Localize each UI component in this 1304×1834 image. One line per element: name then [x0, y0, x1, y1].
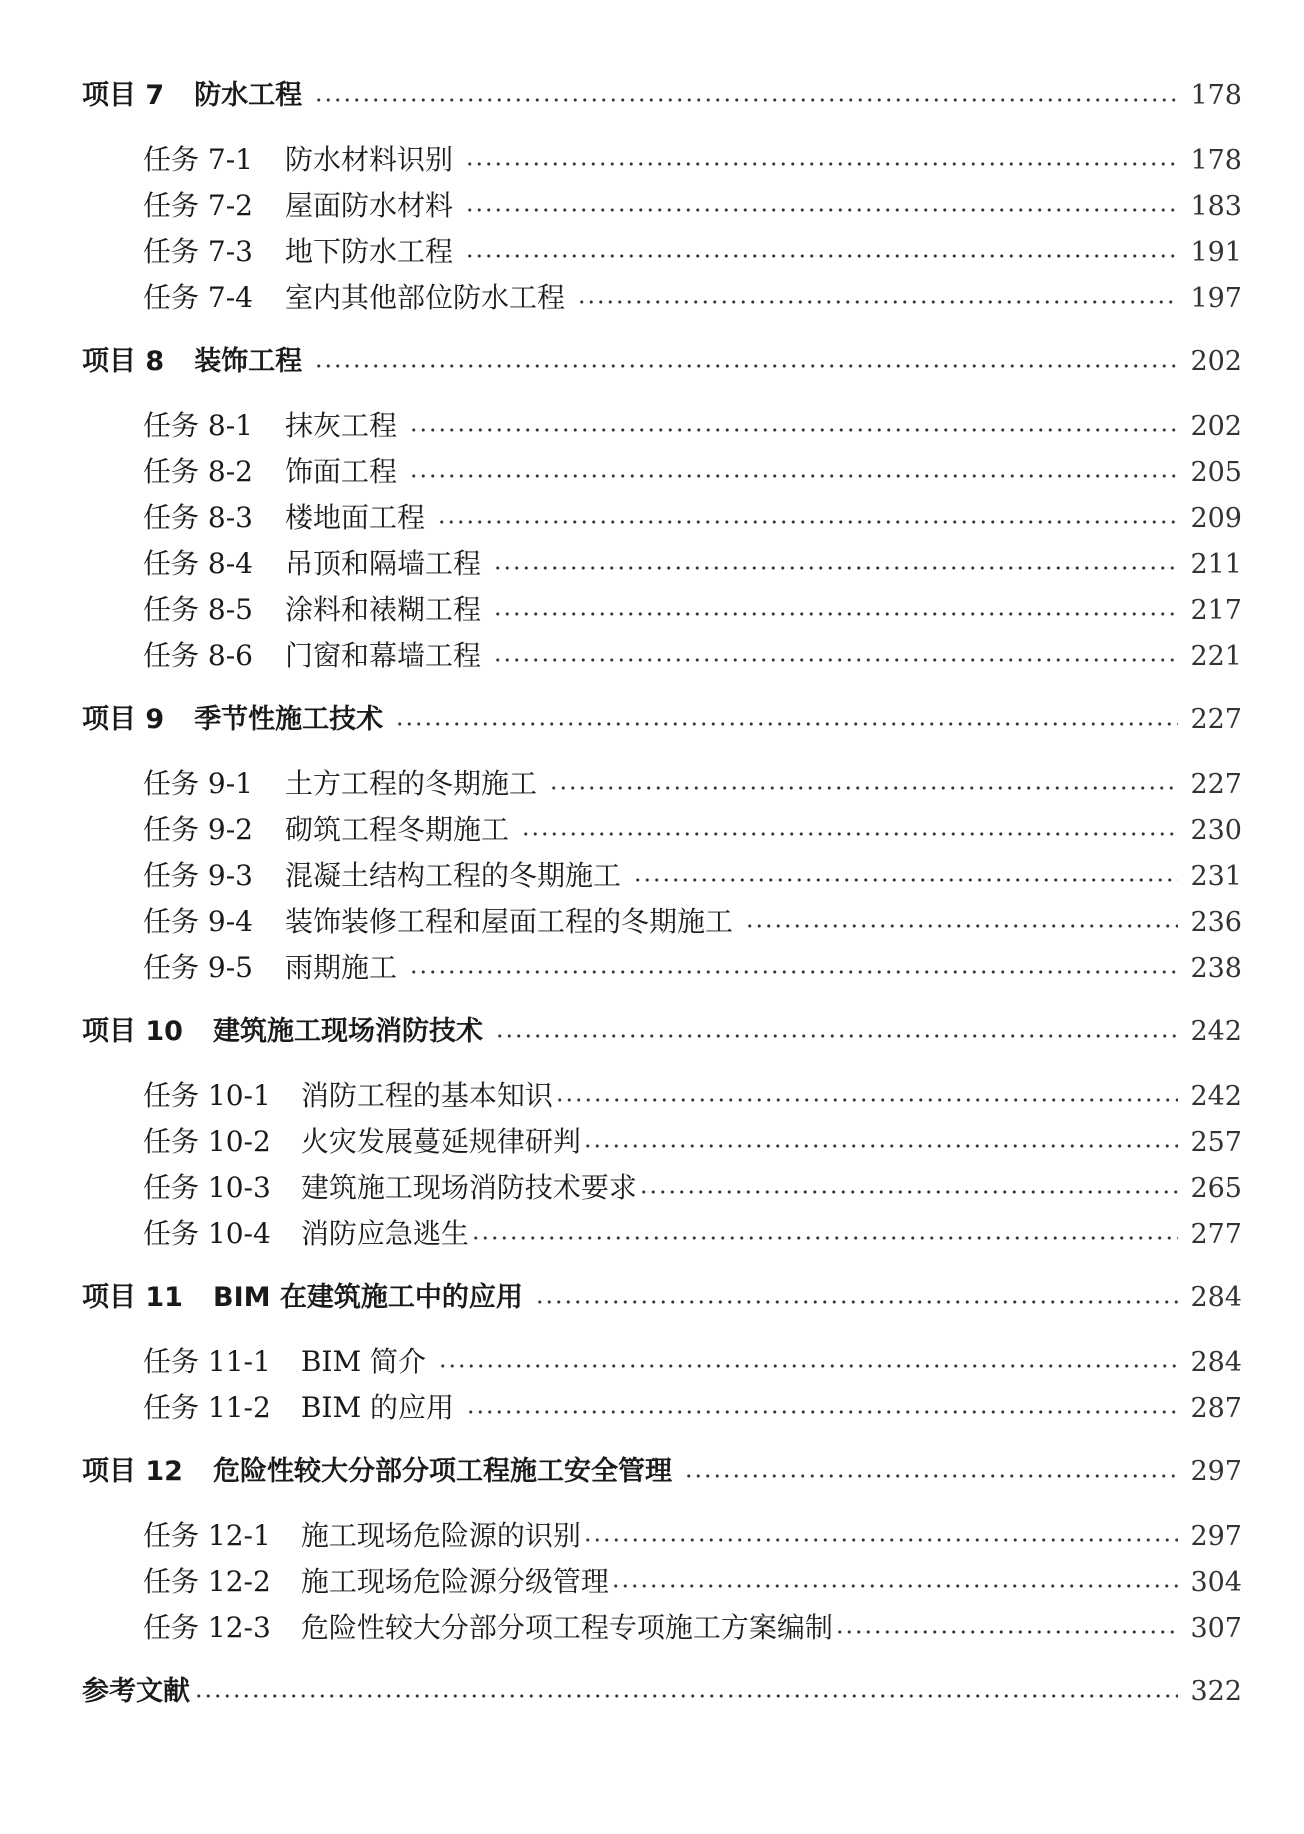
project-label: 项目 12 — [82, 1456, 183, 1487]
task-label: 任务 8-5 — [143, 593, 253, 626]
references-title: 参考文献 — [82, 1676, 190, 1707]
dot-leader — [549, 786, 1178, 790]
dot-leader — [465, 162, 1178, 166]
page-number: 265 — [1190, 1173, 1242, 1204]
page-number: 284 — [1190, 1347, 1242, 1378]
table-of-contents — [82, 76, 1242, 1712]
toc-project-7[interactable] — [82, 76, 1242, 116]
dot-leader — [437, 520, 1178, 524]
page-number: 227 — [1190, 769, 1242, 800]
page-number: 307 — [1190, 1613, 1242, 1644]
toc-task-8-4[interactable] — [82, 544, 1242, 584]
project-title: 建筑施工现场消防技术 — [212, 1016, 483, 1047]
task-title: 装饰装修工程和屋面工程的冬期施工 — [285, 905, 734, 938]
project-label: 项目 11 — [82, 1282, 183, 1313]
page-number: 231 — [1190, 861, 1242, 892]
page-number: 178 — [1190, 80, 1242, 111]
task-title: BIM 简介 — [300, 1345, 427, 1378]
task-title: 屋面防水材料 — [285, 189, 454, 222]
page-number: 304 — [1190, 1567, 1242, 1598]
page-number: 230 — [1190, 815, 1242, 846]
toc-project-9[interactable] — [82, 700, 1242, 740]
dot-leader — [465, 254, 1178, 258]
dot-leader — [639, 1190, 1179, 1194]
task-label: 任务 9-4 — [143, 905, 253, 938]
page-number: 211 — [1190, 549, 1242, 580]
dot-leader — [395, 722, 1178, 726]
dot-leader — [555, 1098, 1179, 1102]
dot-leader — [465, 208, 1178, 212]
task-title: 地下防水工程 — [285, 235, 454, 268]
toc-task-12-1[interactable] — [82, 1516, 1242, 1556]
dot-leader — [409, 428, 1178, 432]
page-number: 236 — [1190, 907, 1242, 938]
task-title: 门窗和幕墙工程 — [285, 639, 482, 672]
dot-leader — [466, 1410, 1178, 1414]
project-title: 危险性较大分部分项工程施工安全管理 — [212, 1456, 672, 1487]
dot-leader — [314, 364, 1178, 368]
task-label: 任务 11-1 — [143, 1345, 271, 1378]
task-title: 土方工程的冬期施工 — [285, 767, 538, 800]
page-number: 183 — [1190, 191, 1242, 222]
task-label: 任务 12-2 — [143, 1565, 271, 1598]
toc-task-8-1[interactable] — [82, 406, 1242, 446]
task-label: 任务 8-3 — [143, 501, 253, 534]
task-label: 任务 9-3 — [143, 859, 253, 892]
task-label: 任务 7-2 — [143, 189, 253, 222]
dot-leader — [438, 1364, 1178, 1368]
task-title: 混凝土结构工程的冬期施工 — [285, 859, 622, 892]
task-title: 火灾发展蔓延规律研判 — [300, 1125, 581, 1158]
task-label: 任务 12-3 — [143, 1611, 271, 1644]
task-label: 任务 12-1 — [143, 1519, 271, 1552]
page-number: 209 — [1190, 503, 1242, 534]
toc-task-10-1[interactable] — [82, 1076, 1242, 1116]
page-number: 227 — [1190, 704, 1242, 735]
task-title: 楼地面工程 — [285, 501, 426, 534]
dot-leader — [493, 612, 1178, 616]
dot-leader — [194, 1694, 1178, 1698]
page-number: 322 — [1190, 1676, 1242, 1707]
toc-project-12[interactable] — [82, 1452, 1242, 1492]
page-number: 191 — [1190, 237, 1242, 268]
toc-task-11-2[interactable] — [82, 1388, 1242, 1428]
task-title: 抹灰工程 — [285, 409, 398, 442]
task-title: 涂料和裱糊工程 — [285, 593, 482, 626]
toc-task-12-2[interactable] — [82, 1562, 1242, 1602]
dot-leader — [633, 878, 1178, 882]
task-label: 任务 10-2 — [143, 1125, 271, 1158]
dot-leader — [521, 832, 1178, 836]
toc-task-9-3[interactable] — [82, 856, 1242, 896]
task-label: 任务 7-1 — [143, 143, 253, 176]
page-number: 242 — [1190, 1081, 1242, 1112]
toc-task-8-3[interactable] — [82, 498, 1242, 538]
project-label: 项目 7 — [82, 80, 165, 111]
task-label: 任务 10-1 — [143, 1079, 271, 1112]
dot-leader — [583, 1538, 1179, 1542]
toc-task-8-6[interactable] — [82, 636, 1242, 676]
task-title: 吊顶和隔墙工程 — [285, 547, 482, 580]
page-number: 205 — [1190, 457, 1242, 488]
task-title: 建筑施工现场消防技术要求 — [300, 1171, 637, 1204]
dot-leader — [314, 98, 1178, 102]
page-number: 287 — [1190, 1393, 1242, 1424]
page-number: 238 — [1190, 953, 1242, 984]
page-number: 257 — [1190, 1127, 1242, 1158]
dot-leader — [583, 1144, 1179, 1148]
project-label: 项目 10 — [82, 1016, 183, 1047]
page-number: 277 — [1190, 1219, 1242, 1250]
task-title: 雨期施工 — [285, 951, 398, 984]
task-title: BIM 的应用 — [300, 1391, 455, 1424]
task-label: 任务 7-3 — [143, 235, 253, 268]
task-label: 任务 8-1 — [143, 409, 253, 442]
page-number: 202 — [1190, 411, 1242, 442]
toc-task-9-1[interactable] — [82, 764, 1242, 804]
dot-leader — [577, 300, 1178, 304]
project-label: 项目 8 — [82, 346, 165, 377]
toc-task-9-2[interactable] — [82, 810, 1242, 850]
page-number: 297 — [1190, 1521, 1242, 1552]
page-number: 197 — [1190, 283, 1242, 314]
task-label: 任务 9-5 — [143, 951, 253, 984]
project-title: 装饰工程 — [194, 346, 303, 377]
page-number: 297 — [1190, 1456, 1242, 1487]
page-number: 284 — [1190, 1282, 1242, 1313]
dot-leader — [471, 1236, 1179, 1240]
page-number: 221 — [1190, 641, 1242, 672]
task-title: 防水材料识别 — [285, 143, 454, 176]
dot-leader — [493, 566, 1178, 570]
dot-leader — [495, 1034, 1178, 1038]
task-title: 饰面工程 — [285, 455, 398, 488]
toc-task-7-2[interactable] — [82, 186, 1242, 226]
project-label: 项目 9 — [82, 704, 165, 735]
page-number: 202 — [1190, 346, 1242, 377]
toc-task-8-2[interactable] — [82, 452, 1242, 492]
page-number: 178 — [1190, 145, 1242, 176]
task-title: 室内其他部位防水工程 — [285, 281, 566, 314]
task-title: 消防工程的基本知识 — [300, 1079, 553, 1112]
dot-leader — [835, 1630, 1179, 1634]
task-title: 消防应急逃生 — [300, 1217, 469, 1250]
dot-leader — [493, 658, 1178, 662]
project-title: BIM 在建筑施工中的应用 — [212, 1282, 523, 1313]
toc-task-10-4[interactable] — [82, 1214, 1242, 1254]
dot-leader — [684, 1474, 1178, 1478]
toc-task-10-2[interactable] — [82, 1122, 1242, 1162]
toc-task-7-4[interactable] — [82, 278, 1242, 318]
toc-task-7-1[interactable] — [82, 140, 1242, 180]
toc-task-11-1[interactable] — [82, 1342, 1242, 1382]
toc-task-9-4[interactable] — [82, 902, 1242, 942]
page-number: 242 — [1190, 1016, 1242, 1047]
task-label: 任务 7-4 — [143, 281, 253, 314]
task-label: 任务 11-2 — [143, 1391, 271, 1424]
toc-project-10[interactable] — [82, 1012, 1242, 1052]
task-title: 施工现场危险源的识别 — [300, 1519, 581, 1552]
task-title: 危险性较大分部分项工程专项施工方案编制 — [300, 1611, 833, 1644]
toc-task-9-5[interactable] — [82, 948, 1242, 988]
dot-leader — [409, 474, 1178, 478]
task-label: 任务 9-2 — [143, 813, 253, 846]
toc-task-7-3[interactable] — [82, 232, 1242, 272]
toc-project-11[interactable] — [82, 1278, 1242, 1318]
dot-leader — [409, 970, 1178, 974]
task-label: 任务 10-4 — [143, 1217, 271, 1250]
dot-leader — [535, 1300, 1179, 1304]
toc-project-8[interactable] — [82, 342, 1242, 382]
toc-task-8-5[interactable] — [82, 590, 1242, 630]
project-title: 防水工程 — [194, 80, 303, 111]
toc-references[interactable] — [82, 1672, 1242, 1712]
toc-task-12-3[interactable] — [82, 1608, 1242, 1648]
task-label: 任务 8-2 — [143, 455, 253, 488]
task-title: 砌筑工程冬期施工 — [285, 813, 510, 846]
toc-task-10-3[interactable] — [82, 1168, 1242, 1208]
dot-leader — [745, 924, 1178, 928]
page-number: 217 — [1190, 595, 1242, 626]
project-title: 季节性施工技术 — [194, 704, 384, 735]
task-label: 任务 10-3 — [143, 1171, 271, 1204]
task-label: 任务 8-4 — [143, 547, 253, 580]
dot-leader — [611, 1584, 1179, 1588]
task-title: 施工现场危险源分级管理 — [300, 1565, 609, 1598]
task-label: 任务 8-6 — [143, 639, 253, 672]
task-label: 任务 9-1 — [143, 767, 253, 800]
